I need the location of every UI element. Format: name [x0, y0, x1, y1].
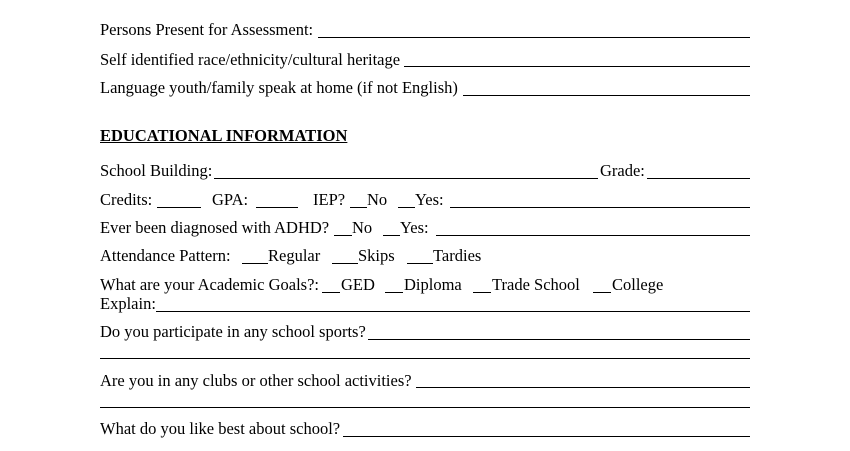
explain-label: Explain:: [100, 294, 156, 313]
iep-no-label: No: [367, 190, 388, 209]
credits-row: [0, 190, 850, 212]
adhd-row: [0, 218, 850, 240]
attendance-row: [0, 246, 850, 268]
persons-present-field[interactable]: [318, 37, 750, 38]
school-building-label: School Building:: [100, 161, 213, 180]
ged-label: GED: [341, 275, 375, 294]
ged-blank[interactable]: [322, 292, 340, 293]
trade-school-blank[interactable]: [473, 292, 491, 293]
explain-field[interactable]: [156, 311, 750, 312]
trade-school-label: Trade School: [492, 275, 580, 294]
tardies-label: Tardies: [433, 246, 482, 265]
race-ethnicity-label: Self identified race/ethnicity/cultural heritage: [100, 50, 401, 69]
school-row: [0, 161, 850, 183]
credits-field[interactable]: [157, 207, 201, 208]
grade-label: Grade:: [600, 161, 645, 180]
iep-label: IEP?: [313, 190, 346, 209]
adhd-no-blank[interactable]: [334, 235, 352, 236]
gpa-label: GPA:: [212, 190, 249, 209]
college-blank[interactable]: [593, 292, 611, 293]
grade-field[interactable]: [647, 178, 750, 179]
regular-blank[interactable]: [242, 263, 268, 264]
clubs-field-line-2[interactable]: [100, 407, 750, 408]
attendance-label: Attendance Pattern:: [100, 246, 231, 265]
diploma-label: Diploma: [404, 275, 462, 294]
college-label: College: [612, 275, 664, 294]
adhd-yes-field[interactable]: [436, 235, 750, 236]
language-label: Language youth/family speak at home (if not English): [100, 78, 458, 97]
school-building-field[interactable]: [214, 178, 598, 179]
sports-field[interactable]: [368, 339, 750, 340]
adhd-yes-blank[interactable]: [383, 235, 400, 236]
credits-label: Credits:: [100, 190, 153, 209]
goals-question: What are your Academic Goals?:: [100, 275, 319, 294]
adhd-question: Ever been diagnosed with ADHD?: [100, 218, 330, 237]
iep-yes-label: Yes:: [415, 190, 444, 209]
like-best-field[interactable]: [343, 436, 750, 437]
persons-present-label: Persons Present for Assessment:: [100, 20, 314, 39]
section-title: EDUCATIONAL INFORMATION: [100, 126, 348, 145]
adhd-no-label: No: [352, 218, 373, 237]
clubs-question: Are you in any clubs or other school activities?: [100, 371, 412, 390]
language-field[interactable]: [463, 95, 750, 96]
sports-question: Do you participate in any school sports?: [100, 322, 366, 341]
adhd-yes-label: Yes:: [400, 218, 429, 237]
skips-blank[interactable]: [332, 263, 358, 264]
iep-no-blank[interactable]: [350, 207, 367, 208]
iep-yes-blank[interactable]: [398, 207, 415, 208]
regular-label: Regular: [268, 246, 321, 265]
skips-label: Skips: [358, 246, 395, 265]
like-best-question: What do you like best about school?: [100, 419, 341, 438]
tardies-blank[interactable]: [407, 263, 433, 264]
race-ethnicity-field[interactable]: [404, 66, 750, 67]
sports-field-line-2[interactable]: [100, 358, 750, 359]
gpa-field[interactable]: [256, 207, 298, 208]
clubs-field[interactable]: [416, 387, 750, 388]
iep-yes-field[interactable]: [450, 207, 750, 208]
diploma-blank[interactable]: [385, 292, 403, 293]
